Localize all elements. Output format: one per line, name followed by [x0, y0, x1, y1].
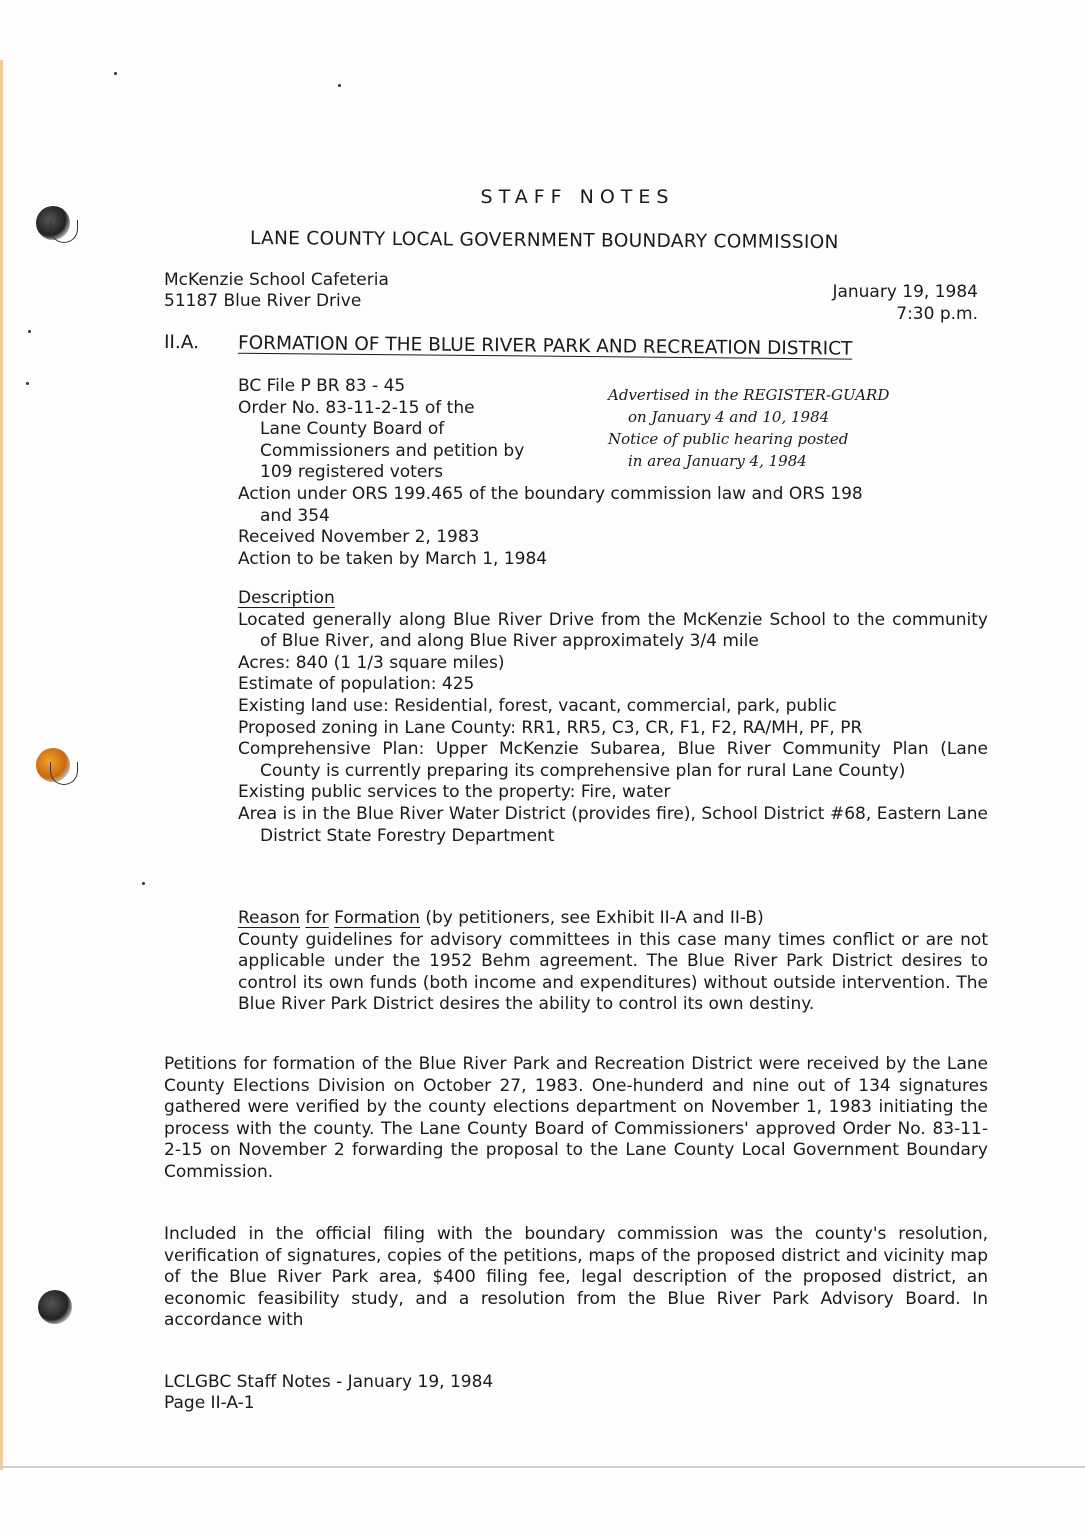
description-land-use: Existing land use: Residential, forest, vacant, commercial, park, public — [238, 695, 837, 716]
reason-heading-word: Formation — [334, 908, 420, 928]
meeting-time: 7:30 p.m. — [896, 304, 978, 324]
organization-name: LANE COUNTY LOCAL GOVERNMENT BOUNDARY COMMISSION — [249, 228, 839, 254]
description-area: Area is in the Blue River Water District (provides fire), School District #68, Eastern Lane District State Forestry Department — [238, 803, 988, 846]
order-line: Commissioners and petition by — [260, 440, 525, 461]
action-line: and 354 — [260, 505, 330, 526]
reason-heading-note: (by petitioners, see Exhibit II-A and II-B) — [419, 908, 764, 928]
page-bottom-edge — [0, 1466, 1085, 1468]
document-title: STAFF NOTES — [480, 186, 675, 208]
description-heading: Description — [238, 588, 335, 608]
scan-speck — [28, 330, 31, 333]
scan-speck — [114, 72, 117, 75]
footer-line: LCLGBC Staff Notes - January 19, 1984 — [164, 1372, 494, 1392]
description-population: Estimate of population: 425 — [238, 674, 475, 695]
meeting-date: January 19, 1984 — [832, 282, 978, 302]
page-footer — [164, 1372, 493, 1414]
description-services: Existing public services to the property: Fire, water — [238, 782, 671, 803]
filing-paragraph: Included in the official filing with the boundary commission was the county's resolution, verification of signatures, copies of the petitions, maps of the proposed district and vicinity map of the Blue River Park area, $400 filing fee, legal description of the proposed district, an economic feasibility study, and a resolution from the Blue River Park Advisory Board. In accordance with — [164, 1224, 988, 1331]
action-deadline: Action to be taken by March 1, 1984 — [238, 548, 548, 569]
scan-speck — [26, 382, 29, 385]
description-acres: Acres: 840 (1 1/3 square miles) — [238, 652, 505, 673]
petition-paragraph: Petitions for formation of the Blue River Park and Recreation District were received by the Lane County Elections Division on October 27, 1983. One-hunderd and nine out of 134 signatures gathered were verified by the county elections department on November 1, 1983 initiating the process with the county. The Lane County Board of Commissioners' approved Order No. 83-11-2-15 on November 2 forwarding the proposal to the Lane County Local Government Boundary Commission. — [164, 1054, 988, 1182]
advertised-line: on January 4 and 10, 1984 — [628, 408, 830, 426]
received-date: Received November 2, 1983 — [238, 527, 480, 548]
order-line: Order No. 83-11-2-15 of the — [238, 397, 475, 418]
description-plan: Comprehensive Plan: Upper McKenzie Subarea, Blue River Community Plan (Lane County is currently preparing its comprehensive plan for rural Lane County) — [238, 739, 988, 781]
scan-speck — [142, 882, 145, 885]
description-block — [238, 588, 988, 847]
file-number: BC File P BR 83 - 45 — [238, 376, 406, 396]
page-number: Page II-A-1 — [164, 1393, 255, 1413]
punch-hole-top — [36, 206, 70, 240]
punch-hole-middle — [36, 748, 70, 782]
notice-line: in area January 4, 1984 — [628, 452, 807, 470]
advertised-line: Advertised in the REGISTER-GUARD — [608, 386, 890, 404]
section-number: II.A. — [163, 332, 200, 354]
location-line2: 51187 Blue River Drive — [164, 291, 362, 311]
location-line1: McKenzie School Cafeteria — [164, 270, 389, 290]
description-zoning: Proposed zoning in Lane County: RR1, RR5, C3, CR, F1, F2, RA/MH, PF, PR — [238, 717, 863, 738]
page-edge-shadow — [0, 60, 3, 1470]
section-title: FORMATION OF THE BLUE RIVER PARK AND RECREATION DISTRICT — [237, 332, 853, 360]
order-line: 109 registered voters — [260, 462, 444, 483]
notice-line: Notice of public hearing posted — [608, 430, 849, 448]
reason-heading — [238, 908, 988, 930]
description-location: Located generally along Blue River Drive from the McKenzie School to the community of Blue River, and along Blue River approximately 3/4 mile — [238, 609, 988, 652]
reason-block — [238, 908, 988, 1016]
reason-heading-word: for — [305, 908, 329, 928]
reason-text: County guidelines for advisory committees in this case many times conflict or are not applicable under the 1952 Behm agreement. The Blue River Park District desires to control its own funds (both income and expenditures) without outside intervention. The Blue River Park District desires the ability to control its own destiny. — [238, 929, 988, 1015]
order-line: Lane County Board of — [260, 419, 445, 440]
punch-hole-bottom — [38, 1290, 72, 1324]
action-line: Action under ORS 199.465 of the boundary commission law and ORS 198 — [238, 483, 863, 504]
scan-speck — [338, 84, 341, 87]
section-heading — [164, 332, 853, 360]
reason-heading-word: Reason — [238, 908, 300, 928]
